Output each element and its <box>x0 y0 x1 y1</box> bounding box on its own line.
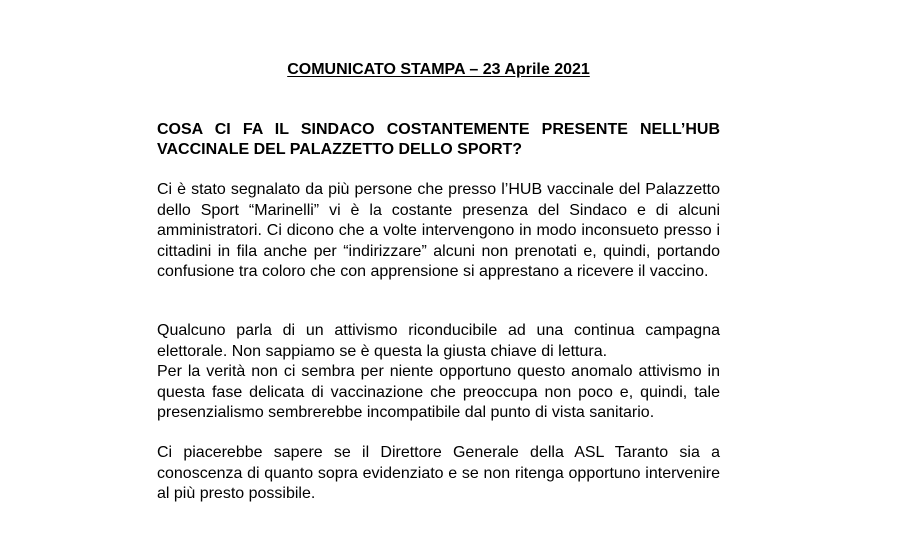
paragraph-campaign: Qualcuno parla di un attivismo riconducibile ad una continua campagna elettorale. Non sappiamo se è questa la giusta chiave di lettura. <box>157 322 720 360</box>
paragraph-opinion: Per la verità non ci sembra per niente opportuno questo anomalo attivismo in questa fase delicata di vaccinazione che preoccupa non poco e, quindi, tale presenzialismo sembrerebbe incompatibile dal punto di vista sanitario. <box>157 363 720 422</box>
document-headline: COSA CI FA IL SINDACO COSTANTEMENTE PRESENTE NELL’HUB VACCINALE DEL PALAZZETTO DELLO SPORT? <box>157 121 720 158</box>
paragraph-report: Ci è stato segnalato da più persone che presso l’HUB vaccinale del Palazzetto dello Sport “Marinelli” vi è la costante presenza del Sindaco e di alcuni amministratori. Ci dicono che a volte intervengono in modo inconsueto presso i cittadini in fila anche per “indirizzare” alcuni non prenotati e, quindi, portando confusione tra coloro che con apprensione si apprestano a ricevere il vaccino. <box>157 181 720 281</box>
paragraph-request: Ci piacerebbe sapere se il Direttore Generale della ASL Taranto sia a conoscenza di quanto sopra evidenziato e se non ritenga opportuno intervenire al più presto possibile. <box>157 444 720 503</box>
document-title: COMUNICATO STAMPA – 23 Aprile 2021 <box>287 61 590 78</box>
